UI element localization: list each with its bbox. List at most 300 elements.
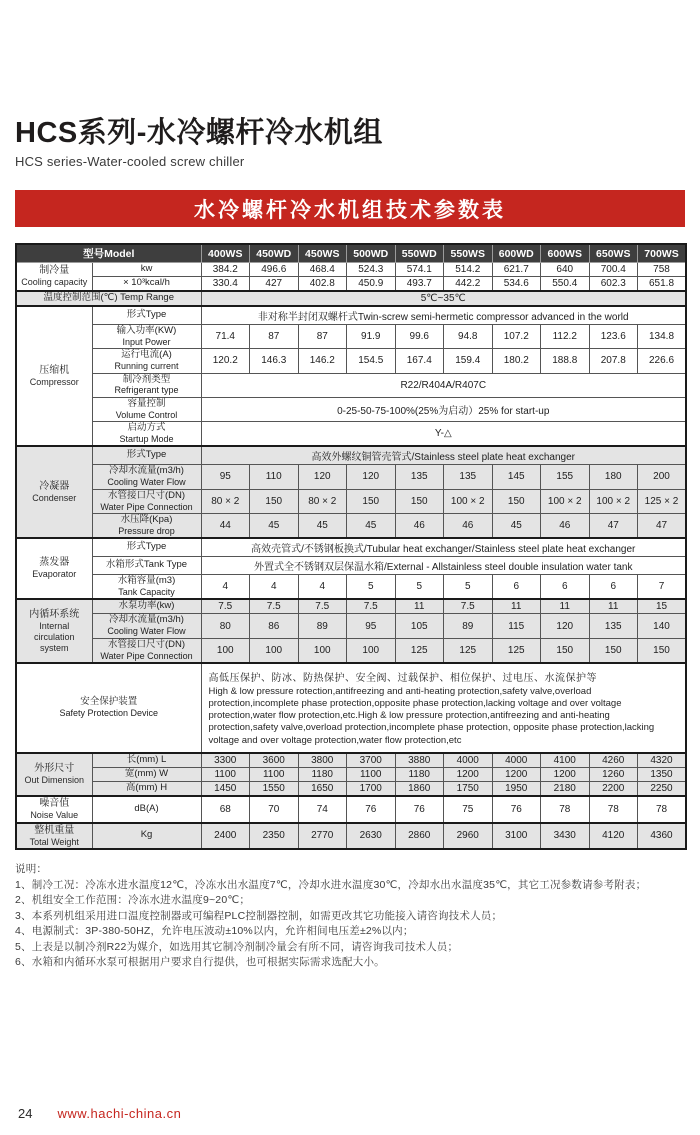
row-label [92, 557, 201, 575]
spec-cell: 2350 [250, 823, 299, 850]
model-header: 500WD [347, 244, 396, 263]
group-label-en: Compressor [29, 376, 79, 387]
spec-cell: 602.3 [589, 277, 638, 292]
page-title: HCS系列-水冷螺杆冷水机组 [15, 117, 383, 149]
spec-cell: 4 [201, 575, 250, 600]
spec-cell: 11 [589, 599, 638, 614]
spec-cell: 1200 [541, 767, 590, 781]
table-row [16, 575, 686, 600]
spec-cell: 80 [201, 614, 250, 638]
spec-cell: 200 [638, 465, 687, 489]
group-label-zh: 外形尺寸 [34, 762, 75, 774]
spec-cell: 150 [541, 638, 590, 663]
spec-cell: 46 [541, 513, 590, 538]
row-label-en: Running current [114, 361, 179, 372]
spec-cell: 146.2 [298, 349, 347, 373]
span-value: Y-△ [201, 422, 686, 447]
span-value: R22/R404A/R407C [201, 373, 686, 397]
spec-table-body [16, 263, 686, 850]
model-header: 600WD [492, 244, 541, 263]
row-label [92, 823, 201, 850]
span-value: 高效壳管式/不锈钢板换式/Tubular heat exchanger/Stainless steel plate heat exchanger [201, 538, 686, 557]
group-cell [16, 823, 92, 850]
spec-cell: 71.4 [201, 325, 250, 349]
spec-cell: 6 [541, 575, 590, 600]
group-label-zh: 蒸发器 [39, 557, 70, 569]
spec-cell: 640 [541, 263, 590, 277]
model-header: 600WS [541, 244, 590, 263]
table-row [16, 557, 686, 575]
spec-cell: 1750 [444, 781, 493, 796]
spec-cell: 100 [250, 638, 299, 663]
row-label-zh: 形式Type [126, 449, 167, 461]
table-row [16, 663, 686, 753]
row-label [16, 291, 201, 306]
spec-cell: 2400 [201, 823, 250, 850]
table-row [16, 767, 686, 781]
row-label-zh: dB(A) [134, 802, 159, 814]
note-item: 3、本系列机组采用进口温度控制器或可编程PLC控制器控制，如需更改其它功能接入请咨询技术人员； [15, 909, 503, 922]
spec-cell: 107.2 [492, 325, 541, 349]
table-row [16, 599, 686, 614]
spec-cell: 135 [444, 465, 493, 489]
spec-cell: 100 [298, 638, 347, 663]
group-label-zh: 压缩机 [39, 364, 70, 376]
spec-cell: 427 [250, 277, 299, 292]
row-label-zh: 制冷剂类型 [122, 373, 171, 385]
row-label [92, 446, 201, 465]
spec-cell: 45 [347, 513, 396, 538]
spec-cell: 95 [201, 465, 250, 489]
notes-list [15, 878, 685, 971]
row-label-zh: 水管接口尺寸(DN) [107, 638, 186, 650]
spec-cell: 125 [444, 638, 493, 663]
banner-title: 水冷螺杆冷水机组技术参数表 [194, 198, 506, 222]
spec-cell: 45 [298, 513, 347, 538]
group-cell [16, 446, 92, 538]
row-label-zh: 水箱形式Tank Type [105, 559, 188, 571]
spec-table-head [16, 244, 686, 263]
spec-cell: 134.8 [638, 325, 687, 349]
table-row [16, 277, 686, 292]
spec-cell: 3880 [395, 753, 444, 768]
spec-cell: 120 [347, 465, 396, 489]
spec-cell: 75 [444, 796, 493, 823]
spec-cell: 120.2 [201, 349, 250, 373]
spec-cell: 80 × 2 [201, 489, 250, 513]
spec-cell: 135 [589, 614, 638, 638]
spec-cell: 7 [638, 575, 687, 600]
row-label [92, 781, 201, 796]
row-label-zh: kw [140, 263, 153, 275]
row-label-zh: 安全保护装置 [80, 696, 138, 708]
model-header: 550WD [395, 244, 444, 263]
spec-cell: 45 [492, 513, 541, 538]
row-label-zh: 水泵功率(kw) [118, 600, 175, 612]
spec-cell: 78 [589, 796, 638, 823]
note-item: 6、水箱和内循环水泵可根据用户要求自行提供，也可根据实际需求选配大小。 [15, 956, 385, 969]
spec-table [15, 243, 687, 850]
row-label-zh: 冷却水流量(m3/h) [109, 614, 184, 626]
group-cell [16, 538, 92, 599]
row-label [92, 796, 201, 823]
spec-cell: 123.6 [589, 325, 638, 349]
spec-cell: 2250 [638, 781, 687, 796]
spec-cell: 15 [638, 599, 687, 614]
spec-cell: 45 [250, 513, 299, 538]
row-label-zh: 容量控制 [127, 397, 166, 409]
table-row [16, 489, 686, 513]
row-label [92, 422, 201, 447]
spec-cell: 514.2 [444, 263, 493, 277]
spec-cell: 146.3 [250, 349, 299, 373]
row-label [92, 325, 201, 349]
spec-cell: 2180 [541, 781, 590, 796]
row-label-en: Pressure drop [118, 525, 175, 536]
spec-cell: 1100 [347, 767, 396, 781]
spec-cell: 7.5 [250, 599, 299, 614]
table-row [16, 538, 686, 557]
spec-cell: 2960 [444, 823, 493, 850]
spec-cell: 150 [347, 489, 396, 513]
spec-cell: 4 [298, 575, 347, 600]
spec-cell: 74 [298, 796, 347, 823]
span-value [201, 663, 686, 753]
note-item: 2、机组安全工作范围：冷冻水进水温度9~20℃； [15, 894, 251, 907]
spec-cell: 87 [298, 325, 347, 349]
spec-cell: 100 × 2 [444, 489, 493, 513]
row-label [92, 397, 201, 421]
spec-cell: 47 [589, 513, 638, 538]
spec-cell: 11 [395, 599, 444, 614]
spec-cell: 450.9 [347, 277, 396, 292]
spec-cell: 6 [589, 575, 638, 600]
notes-section [15, 862, 685, 971]
spec-cell: 100 [201, 638, 250, 663]
spec-cell: 150 [638, 638, 687, 663]
section-banner [15, 190, 685, 227]
spec-cell: 99.6 [395, 325, 444, 349]
note-item: 5、上表是以制冷剂R22为媒介，如选用其它制冷剂制冷量会有所不同，请咨询我司技术人员； [15, 940, 459, 953]
spec-cell: 226.6 [638, 349, 687, 373]
spec-cell: 1700 [347, 781, 396, 796]
row-label-zh: 水箱容量(m3) [117, 575, 176, 587]
table-row [16, 513, 686, 538]
spec-cell: 120 [541, 614, 590, 638]
model-header: 450WS [298, 244, 347, 263]
row-label-en: Input Power [122, 336, 171, 347]
spec-cell: 5 [347, 575, 396, 600]
table-row [16, 823, 686, 850]
row-label-zh: × 10³kcal/h [123, 277, 170, 289]
group-label-en: Noise Value [30, 809, 79, 820]
spec-cell: 468.4 [298, 263, 347, 277]
spec-cell: 46 [395, 513, 444, 538]
row-label [92, 513, 201, 538]
spec-cell: 188.8 [541, 349, 590, 373]
row-label-zh: 输入功率(KW) [116, 325, 177, 336]
spec-cell: 135 [395, 465, 444, 489]
spec-cell: 5 [444, 575, 493, 600]
spec-cell: 1180 [298, 767, 347, 781]
group-cell [16, 599, 92, 663]
row-label-zh: 形式Type [126, 309, 167, 321]
row-label [92, 614, 201, 638]
row-label [16, 663, 201, 753]
spec-cell: 78 [541, 796, 590, 823]
row-label-en: Tank Capacity [118, 587, 175, 598]
row-label [92, 599, 201, 614]
spec-cell: 6 [492, 575, 541, 600]
row-label-en: Volume Control [115, 409, 178, 420]
spec-cell: 68 [201, 796, 250, 823]
note-item: 1、制冷工况：冷冻水进水温度12℃，冷冻水出水温度7℃，冷却水进水温度30℃，冷却水出水温度35℃，其它工况参数请参考附表； [15, 878, 647, 891]
table-row [16, 753, 686, 768]
spec-cell: 70 [250, 796, 299, 823]
row-label-zh: 水压降(Kpa) [120, 513, 173, 525]
spec-cell: 3600 [250, 753, 299, 768]
spec-cell: 3700 [347, 753, 396, 768]
spec-cell: 4120 [589, 823, 638, 850]
spec-cell: 550.4 [541, 277, 590, 292]
spec-cell: 110 [250, 465, 299, 489]
spec-cell: 47 [638, 513, 687, 538]
note-item: 4、电源制式：3P-380-50HZ，允许电压波动±10%以内，允许相间电压差±2%以内； [15, 925, 414, 938]
table-row [16, 422, 686, 447]
spec-cell: 3100 [492, 823, 541, 850]
spec-cell: 4000 [492, 753, 541, 768]
spec-cell: 3300 [201, 753, 250, 768]
spec-cell: 86 [250, 614, 299, 638]
row-label-en: Water Pipe Connection [100, 650, 193, 661]
spec-cell: 1100 [201, 767, 250, 781]
row-label-zh: 温度控制范围(℃) Temp Range [43, 292, 174, 304]
group-cell [16, 796, 92, 823]
spec-cell: 2200 [589, 781, 638, 796]
spec-cell: 87 [250, 325, 299, 349]
spec-cell: 1100 [250, 767, 299, 781]
safety-text-en: High & low pressure rotection,antifreezing and anti-heating protection,safety valve,overload protection,incomplete phase protection,opposite phase protection,lacking voltage and over voltage protection,water flow protection,etc.High & low pressure protection,antifreezing and anti-heating protection,safety valve,overload protection,incomplete phase protection, opposite phase protection,lacking voltage and over voltage protection,water flow protection,etc [208, 685, 655, 746]
row-label-en: Refrigerant type [114, 385, 179, 396]
group-cell [16, 753, 92, 796]
spec-cell: 4360 [638, 823, 687, 850]
group-label-zh: 制冷量 [39, 265, 70, 277]
spec-cell: 7.5 [347, 599, 396, 614]
table-row [16, 306, 686, 325]
row-label-en: Safety Protection Device [59, 708, 159, 719]
spec-cell: 76 [347, 796, 396, 823]
spec-cell: 91.9 [347, 325, 396, 349]
row-label-zh: 形式Type [126, 541, 167, 553]
group-label-en: Out Dimension [24, 774, 85, 785]
spec-cell: 4100 [541, 753, 590, 768]
spec-cell: 46 [444, 513, 493, 538]
row-label-zh: 冷却水流量(m3/h) [109, 465, 184, 477]
spec-cell: 7.5 [298, 599, 347, 614]
spec-cell: 330.4 [201, 277, 250, 292]
table-row [16, 373, 686, 397]
spec-cell: 100 × 2 [541, 489, 590, 513]
page-content [0, 110, 700, 971]
span-value: 外置式全不锈钢双层保温水箱/External - Allstainless steel double insulation water tank [201, 557, 686, 575]
header-row [16, 244, 686, 263]
spec-cell: 154.5 [347, 349, 396, 373]
spec-cell: 89 [298, 614, 347, 638]
spec-cell: 2770 [298, 823, 347, 850]
spec-cell: 384.2 [201, 263, 250, 277]
spec-cell: 758 [638, 263, 687, 277]
row-label [92, 263, 201, 277]
table-row [16, 465, 686, 489]
spec-cell: 140 [638, 614, 687, 638]
group-cell [16, 263, 92, 292]
spec-cell: 1950 [492, 781, 541, 796]
table-row [16, 614, 686, 638]
spec-cell: 159.4 [444, 349, 493, 373]
group-label-en: Internal circulation system [33, 620, 75, 653]
spec-cell: 1450 [201, 781, 250, 796]
table-row [16, 781, 686, 796]
spec-cell: 11 [492, 599, 541, 614]
group-label-en: Evaporator [32, 569, 77, 580]
table-row [16, 397, 686, 421]
group-label-en: Cooling capacity [21, 277, 88, 288]
spec-cell: 524.3 [347, 263, 396, 277]
spec-cell: 125 × 2 [638, 489, 687, 513]
spec-cell: 145 [492, 465, 541, 489]
spec-cell: 76 [492, 796, 541, 823]
span-value: 5℃~35℃ [201, 291, 686, 306]
spec-cell: 4 [250, 575, 299, 600]
spec-cell: 94.8 [444, 325, 493, 349]
spec-cell: 167.4 [395, 349, 444, 373]
group-label-zh: 整机重量 [34, 824, 75, 836]
spec-cell: 7.5 [201, 599, 250, 614]
spec-cell: 125 [395, 638, 444, 663]
spec-cell: 4260 [589, 753, 638, 768]
page-subtitle: HCS series-Water-cooled screw chiller [15, 154, 245, 169]
spec-cell: 496.6 [250, 263, 299, 277]
row-label [92, 538, 201, 557]
spec-cell: 3800 [298, 753, 347, 768]
row-label-zh: 长(mm) L [126, 753, 167, 765]
spec-cell: 442.2 [444, 277, 493, 292]
page-number: 24 [18, 1106, 33, 1121]
spec-cell: 115 [492, 614, 541, 638]
spec-cell: 4000 [444, 753, 493, 768]
table-row [16, 446, 686, 465]
row-label [92, 767, 201, 781]
spec-cell: 95 [347, 614, 396, 638]
span-value: 0-25-50-75-100%(25%为启动）25% for start-up [201, 397, 686, 421]
spec-cell: 11 [541, 599, 590, 614]
table-row [16, 291, 686, 306]
group-cell [16, 306, 92, 446]
spec-cell: 150 [589, 638, 638, 663]
spec-cell: 5 [395, 575, 444, 600]
row-label [92, 349, 201, 373]
group-label-zh: 冷凝器 [39, 480, 70, 492]
spec-cell: 180 [589, 465, 638, 489]
spec-cell: 112.2 [541, 325, 590, 349]
row-label-en: Startup Mode [119, 433, 174, 444]
spec-cell: 651.8 [638, 277, 687, 292]
row-label-zh: 运行电流(A) [121, 349, 172, 361]
spec-cell: 207.8 [589, 349, 638, 373]
spec-cell: 180.2 [492, 349, 541, 373]
spec-cell: 44 [201, 513, 250, 538]
spec-cell: 78 [638, 796, 687, 823]
spec-cell: 150 [250, 489, 299, 513]
row-label [92, 638, 201, 663]
footer [18, 1106, 181, 1121]
spec-cell: 155 [541, 465, 590, 489]
spec-cell: 621.7 [492, 263, 541, 277]
table-row [16, 325, 686, 349]
spec-cell: 1860 [395, 781, 444, 796]
row-label [92, 373, 201, 397]
spec-cell: 700.4 [589, 263, 638, 277]
spec-cell: 493.7 [395, 277, 444, 292]
spec-cell: 574.1 [395, 263, 444, 277]
spec-cell: 89 [444, 614, 493, 638]
model-column-header: 型号Model [16, 244, 201, 263]
model-header: 400WS [201, 244, 250, 263]
row-label-zh: Kg [140, 829, 153, 841]
spec-cell: 1260 [589, 767, 638, 781]
row-label [92, 277, 201, 292]
spec-cell: 100 × 2 [589, 489, 638, 513]
spec-cell: 150 [395, 489, 444, 513]
spec-cell: 100 [347, 638, 396, 663]
spec-cell: 7.5 [444, 599, 493, 614]
row-label-zh: 水管接口尺寸(DN) [107, 489, 186, 501]
span-value: 非对称半封闭双螺杆式Twin-screw semi-hermetic compressor advanced in the world [201, 306, 686, 325]
spec-cell: 534.6 [492, 277, 541, 292]
row-label-en: Water Pipe Connection [100, 501, 193, 512]
safety-text-zh: 高低压保护、防冰、防热保护、安全阀、过载保护、相位保护、过电压、水流保护等 [208, 672, 597, 684]
row-label [92, 753, 201, 768]
table-row [16, 263, 686, 277]
spec-cell: 105 [395, 614, 444, 638]
row-label-en: Cooling Water Flow [107, 477, 186, 488]
spec-cell: 3430 [541, 823, 590, 850]
catalog-page [0, 110, 700, 1135]
table-row [16, 349, 686, 373]
group-label-en: Total Weight [29, 836, 79, 847]
spec-cell: 125 [492, 638, 541, 663]
row-label [92, 306, 201, 325]
group-label-zh: 内循环系统 [29, 608, 80, 620]
group-label-zh: 噪音值 [39, 797, 70, 809]
row-label [92, 489, 201, 513]
model-header: 550WS [444, 244, 493, 263]
spec-cell: 1350 [638, 767, 687, 781]
spec-cell: 2860 [395, 823, 444, 850]
website-link[interactable]: www.hachi-china.cn [57, 1106, 182, 1121]
spec-cell: 1550 [250, 781, 299, 796]
notes-heading: 说明： [15, 863, 48, 876]
group-label-en: Condenser [32, 492, 77, 503]
model-header: 650WS [589, 244, 638, 263]
row-label-en: Cooling Water Flow [107, 626, 186, 637]
row-label [92, 465, 201, 489]
spec-cell: 402.8 [298, 277, 347, 292]
spec-cell: 76 [395, 796, 444, 823]
spec-cell: 120 [298, 465, 347, 489]
row-label [92, 575, 201, 600]
spec-cell: 1200 [444, 767, 493, 781]
